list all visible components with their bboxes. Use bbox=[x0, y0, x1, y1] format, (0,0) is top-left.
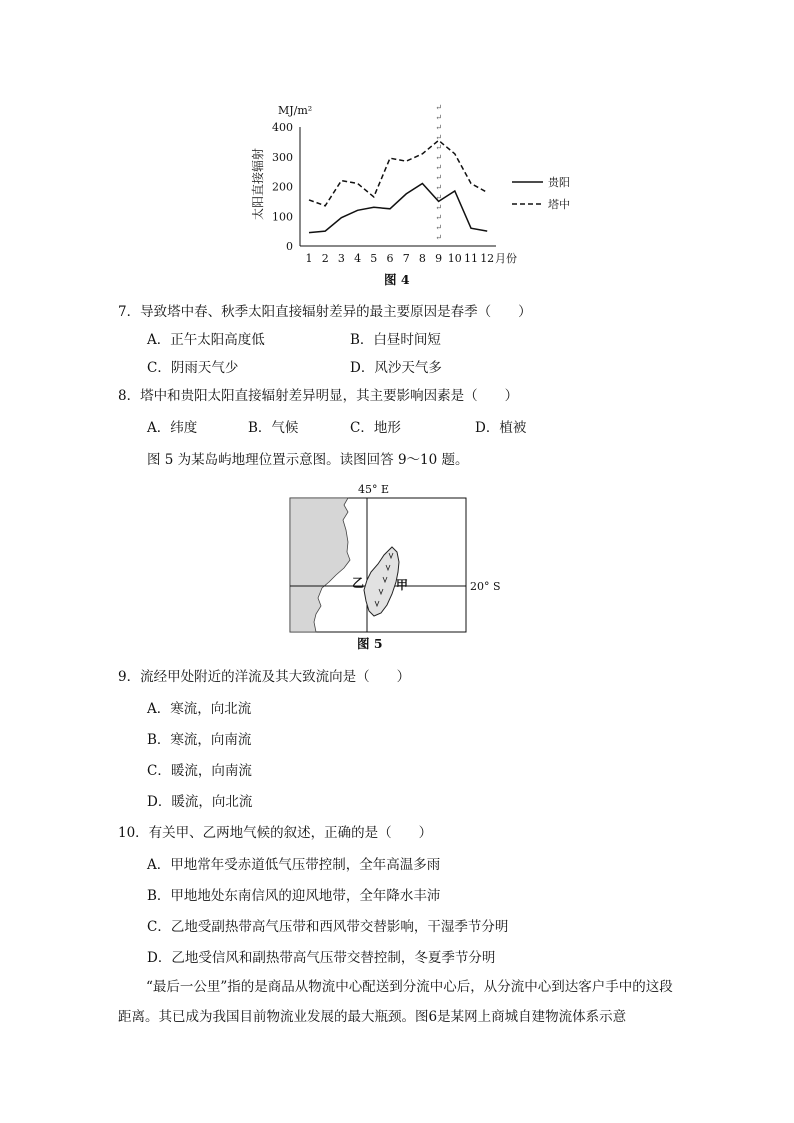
paragraph-mark: ↵ bbox=[435, 123, 442, 132]
x-tick-label-6: 6 bbox=[386, 252, 394, 265]
q9-option-c: C．暖流，向南流 bbox=[147, 763, 252, 779]
x-tick-label-1: 1 bbox=[305, 252, 313, 265]
y-tick-label-300: 300 bbox=[272, 150, 293, 164]
paragraph-mark: ↵ bbox=[435, 183, 442, 192]
series-line-2 bbox=[309, 140, 487, 205]
paragraph-mark: ↵ bbox=[435, 113, 442, 122]
x-axis-label: 月份 bbox=[495, 252, 517, 265]
q10-option-d: D．乙地受信风和副热带高气压带交替控制，冬夏季节分明 bbox=[147, 950, 496, 966]
island-madagascar bbox=[364, 547, 399, 616]
x-tick-label-3: 3 bbox=[337, 252, 345, 265]
fig5-map bbox=[285, 478, 525, 653]
lon-label: 45° E bbox=[358, 483, 390, 496]
q8-option-c: C．地形 bbox=[350, 420, 401, 436]
q9-stem: 9．流经甲处附近的洋流及其大致流向是（ ） bbox=[118, 669, 411, 685]
x-tick-label-5: 5 bbox=[370, 252, 378, 265]
q8-option-b: B．气候 bbox=[248, 420, 299, 436]
x-tick-label-8: 8 bbox=[418, 252, 426, 265]
x-tick-label-7: 7 bbox=[402, 252, 410, 265]
x-tick-label-11: 11 bbox=[464, 252, 478, 265]
y-axis-label: 太阳直接辐射 bbox=[251, 147, 265, 220]
paragraph-mark: ↵ bbox=[435, 133, 442, 142]
paragraph-mark: ↵ bbox=[435, 203, 442, 212]
y-tick-label-400: 400 bbox=[272, 121, 293, 134]
q10-stem: 10．有关甲、乙两地气候的叙述，正确的是（ ） bbox=[118, 825, 433, 841]
q7-option-d: D．风沙天气多 bbox=[350, 360, 442, 376]
q7-option-a: A．正午太阳高度低 bbox=[147, 332, 265, 348]
passage-text: “最后一公里”指的是商品从物流中心配送到分流中心后，从分流中心到达客户手中的这段距离。其已成为我国目前物流业发展的最大瓶颈。图6是某网上商城自建物流体系示意 bbox=[118, 979, 673, 1025]
q9-option-d: D．暖流，向北流 bbox=[147, 794, 253, 810]
legend-label-1: 贵阳 bbox=[548, 176, 570, 189]
paragraph-mark: ↵ bbox=[435, 143, 442, 152]
x-tick-label-2: 2 bbox=[321, 252, 329, 265]
y-unit-label: MJ/m² bbox=[278, 104, 313, 117]
x-tick-label-12: 12 bbox=[480, 252, 495, 265]
x-tick-label-4: 4 bbox=[354, 252, 362, 265]
q7-option-b: B．白昼时间短 bbox=[350, 332, 441, 348]
series-line-1 bbox=[309, 184, 487, 233]
label-jia: 甲 bbox=[396, 578, 409, 592]
africa-coast bbox=[290, 498, 350, 632]
paragraph-mark: ↵ bbox=[435, 173, 442, 182]
paragraph-mark: ↵ bbox=[435, 233, 442, 242]
label-yi: 乙 bbox=[352, 576, 365, 590]
fig4-caption: 图 4 bbox=[384, 272, 410, 287]
paragraph-mark: ↵ bbox=[435, 153, 442, 162]
q8-option-a: A．纬度 bbox=[147, 420, 198, 436]
q8-stem: 8．塔中和贵阳太阳直接辐射差异明显，其主要影响因素是（ ） bbox=[118, 388, 519, 404]
lat-label: 20° S bbox=[470, 580, 501, 593]
intro-text: 图 5 为某岛屿地理位置示意图。读图回答 9～10 题。 bbox=[147, 452, 469, 468]
x-tick-label-10: 10 bbox=[447, 252, 462, 265]
q7-option-c: C．阴雨天气少 bbox=[147, 360, 239, 376]
paragraph-mark: ↵ bbox=[435, 223, 442, 232]
q10-option-a: A．甲地常年受赤道低气压带控制，全年高温多雨 bbox=[147, 857, 441, 873]
q7-stem: 7．导致塔中春、秋季太阳直接辐射差异的最主要原因是春季（ ） bbox=[118, 304, 532, 320]
y-tick-label-100: 100 bbox=[272, 210, 293, 224]
q9-option-b: B．寒流，向南流 bbox=[147, 732, 252, 748]
paragraph-mark: ↵ bbox=[435, 193, 442, 202]
q8-option-d: D．植被 bbox=[475, 420, 527, 436]
paragraph-mark: ↵ bbox=[435, 103, 442, 112]
fig4-chart bbox=[240, 98, 590, 288]
q10-option-c: C．乙地受副热带高气压带和西风带交替影响，干湿季节分明 bbox=[147, 919, 509, 935]
q10-option-b: B．甲地地处东南信风的迎风地带，全年降水丰沛 bbox=[147, 888, 441, 904]
x-tick-label-9: 9 bbox=[435, 252, 443, 265]
y-tick-label-0: 0 bbox=[286, 240, 293, 253]
paragraph-mark: ↵ bbox=[435, 163, 442, 172]
legend-label-2: 塔中 bbox=[548, 198, 570, 211]
q9-option-a: A．寒流，向北流 bbox=[147, 701, 252, 717]
fig5-caption: 图 5 bbox=[357, 636, 383, 651]
paragraph-mark: ↵ bbox=[435, 213, 442, 222]
y-tick-label-200: 200 bbox=[272, 180, 293, 194]
